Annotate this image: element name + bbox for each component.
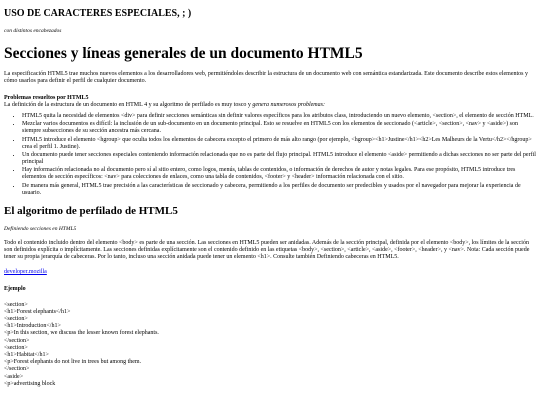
list-item: • Un documento puede tener secciones especiales conteniendo información relacionada que no es parte del flujo principal. HTML5 introduce el elemento <aside> permitiendo a dichas secciones no ser parte del perfil principal	[22, 152, 536, 166]
list-item: • Mezclar varios documentos es difícil: la inclusión de un sub-documento en un documento principal. Esto se resuelve en HTML5 con los elementos de seccionado (<article>, <section>, <nav> y <aside>) son siempre subsecciones de su sección ancestra más cercana.	[22, 121, 536, 135]
problems-intro	[4, 102, 536, 109]
problems-list	[4, 113, 536, 197]
site-subtitle: con distintos encabezados	[4, 28, 62, 34]
site-title: USO DE CARACTERES ESPECIALES, ; )	[4, 8, 192, 19]
code-example	[4, 302, 536, 388]
code-line: <section>	[4, 344, 28, 351]
section-paragraph: Todo el contenido incluido dentro del elemento <body> es parte de una sección. Las secciones en HTML5 pueden ser anidadas. Además de la sección principal, definida por el elemento <body>, los límites de la sección son definidos explícita o implícitamente. Las secciones definidas explícitamente son el contenido definido en las etiquetas <body>, <section>, <article>, <aside>, <footer>, <header>, y <nav>. Nota: Cada sección puede tener su propia jerarquía de cabeceras. Por lo tanto, incluso una sección anidada puede tener un elemento <h1>. Consulte también Definiendo cabeceras en HTML5.	[4, 239, 530, 261]
list-item: • Hay información relacionada no al documento pero sí al sitio entero, como logos, menús, tablas de contenidos, o información de derechos de autor y notas legales. Para ese propósito, HTML5 introduce tres elementos de sección específicos: <nav> para colecciones de enlaces, como una tabla de contenidos, <footer> y <header> información relacionada con el sitio.	[22, 167, 536, 181]
list-item: • HTML5 quita la necesidad de elementos <div> para definir secciones semánticas sin definir valores específicos para los atributos class, introduciendo un nuevo elemento, <section>, el elemento de sección HTML.	[22, 113, 536, 120]
code-line: <section>	[4, 301, 28, 308]
article-title: Secciones y líneas generales de un documento HTML5	[4, 44, 363, 62]
problems-intro-text: La definición de la estructura de un documento en HTML 4 y su algoritmo de perfilado es muy tosco y	[4, 101, 253, 108]
list-item: • HTML5 introduce el elemento <hgroup> que oculta todos los elementos de cabecera excepto el primero de más alto rango (por ejemplo, <hgroup><h1>Justine</h1><h2>Les Malheurs de la Vertu</h2></hgroup> crea el perfil 1. Justine).	[22, 137, 536, 151]
code-line: <p>Forest elephants do not live in trees but among them.	[4, 359, 142, 366]
source-link[interactable]: developer.mozilla	[4, 269, 47, 276]
code-line: <p>In this section, we discuss the lesser known forest elephants.	[4, 330, 159, 337]
code-line: <h1>Forest elephants</h1>	[4, 308, 71, 315]
section-subtitle: Definiendo secciones en HTML5	[4, 226, 77, 233]
code-line: <section>	[4, 316, 28, 323]
article-intro: La especificación HTML5 trae muchos nuevos elementos a los desarrolladores web, permitiéndoles describir la estructura de un documento web con semántica estandarizada. Este documento describe estos elementos y cómo usarlos para definir el perfil de cualquier documento.	[4, 71, 528, 85]
code-line: <h1>Introduction</h1>	[4, 323, 61, 330]
outline-section	[4, 205, 536, 388]
article	[4, 45, 536, 388]
code-line: </section>	[4, 366, 30, 373]
list-item: • De manera más general, HTML5 trae precisión a las características de seccionado y cabecera, permitiendo a los perfiles de documento ser predecibles y usados por el navegador para mejorar la experiencia de usuario.	[22, 183, 536, 197]
site-header	[4, 8, 536, 35]
problems-heading: Problemas resueltos por HTML5	[4, 94, 89, 101]
section-title: El algoritmo de perfilado de HTML5	[4, 205, 178, 217]
code-line: <h1>Habitat</h1>	[4, 352, 49, 359]
code-line: <aside>	[4, 373, 24, 380]
problems-intro-emphasis: genera numerosos problemas:	[252, 101, 325, 108]
source-link-container	[4, 269, 536, 276]
code-line: <p>advertising block	[4, 380, 56, 387]
example-title: Ejemplo	[4, 285, 26, 292]
code-line: </section>	[4, 337, 30, 344]
